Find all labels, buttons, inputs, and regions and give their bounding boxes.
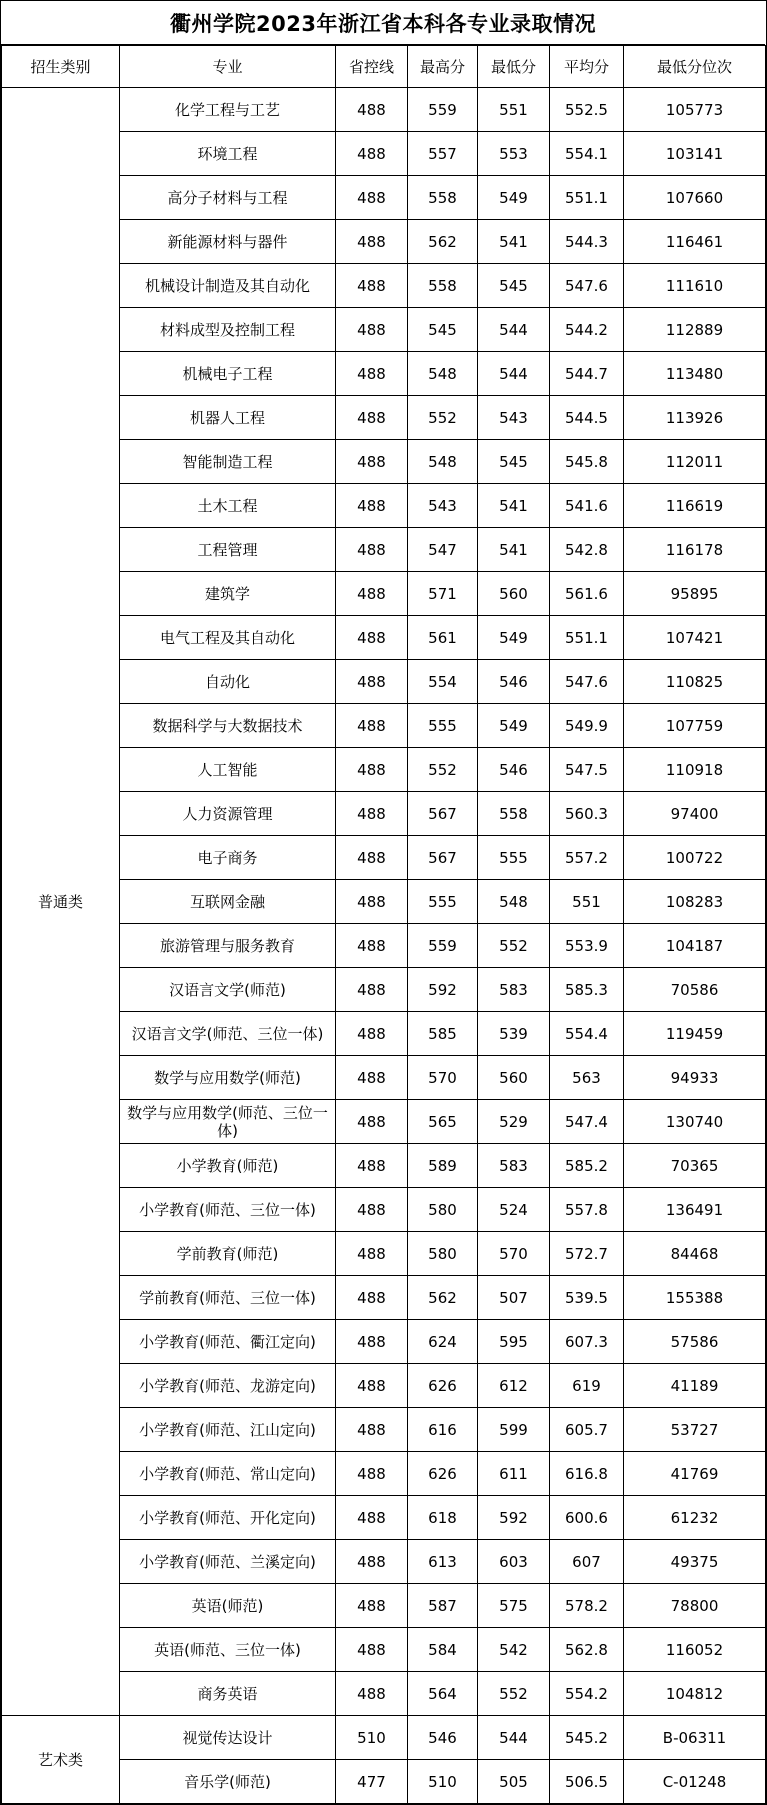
- cell-major: 智能制造工程: [120, 440, 336, 484]
- cell-min-rank: 61232: [624, 1496, 766, 1540]
- cell-max-score: 626: [408, 1452, 478, 1496]
- header-max-score: 最高分: [408, 46, 478, 88]
- cell-max-score: 558: [408, 264, 478, 308]
- table-row: [2, 1716, 766, 1760]
- cell-avg-score: 553.9: [550, 924, 624, 968]
- cell-max-score: 626: [408, 1364, 478, 1408]
- cell-control-line: 488: [336, 1056, 408, 1100]
- cell-min-score: 541: [478, 220, 550, 264]
- cell-max-score: 616: [408, 1408, 478, 1452]
- cell-min-rank: 104187: [624, 924, 766, 968]
- cell-min-score: 603: [478, 1540, 550, 1584]
- cell-control-line: 477: [336, 1760, 408, 1804]
- cell-control-line: 488: [336, 308, 408, 352]
- cell-min-score: 552: [478, 1672, 550, 1716]
- cell-avg-score: 563: [550, 1056, 624, 1100]
- cell-min-rank: 112889: [624, 308, 766, 352]
- cell-avg-score: 607.3: [550, 1320, 624, 1364]
- cell-min-rank: 113926: [624, 396, 766, 440]
- cell-major: 高分子材料与工程: [120, 176, 336, 220]
- cell-avg-score: 542.8: [550, 528, 624, 572]
- cell-control-line: 488: [336, 1320, 408, 1364]
- cell-min-score: 541: [478, 484, 550, 528]
- cell-major: 小学教育(师范、衢江定向): [120, 1320, 336, 1364]
- cell-min-score: 549: [478, 176, 550, 220]
- cell-control-line: 488: [336, 440, 408, 484]
- cell-control-line: 488: [336, 748, 408, 792]
- cell-avg-score: 551: [550, 880, 624, 924]
- cell-control-line: 488: [336, 1584, 408, 1628]
- cell-min-rank: 116461: [624, 220, 766, 264]
- cell-min-score: 583: [478, 968, 550, 1012]
- cell-avg-score: 547.6: [550, 264, 624, 308]
- cell-min-rank: 116178: [624, 528, 766, 572]
- cell-min-rank: 105773: [624, 88, 766, 132]
- cell-min-rank: 111610: [624, 264, 766, 308]
- category-cell: 艺术类: [2, 1716, 120, 1804]
- cell-min-score: 595: [478, 1320, 550, 1364]
- cell-major: 工程管理: [120, 528, 336, 572]
- cell-control-line: 488: [336, 792, 408, 836]
- cell-avg-score: 600.6: [550, 1496, 624, 1540]
- cell-avg-score: 545.8: [550, 440, 624, 484]
- cell-major: 材料成型及控制工程: [120, 308, 336, 352]
- cell-max-score: 557: [408, 132, 478, 176]
- cell-control-line: 488: [336, 1232, 408, 1276]
- cell-min-score: 524: [478, 1188, 550, 1232]
- cell-control-line: 488: [336, 1188, 408, 1232]
- cell-min-score: 558: [478, 792, 550, 836]
- cell-avg-score: 545.2: [550, 1716, 624, 1760]
- cell-min-rank: 49375: [624, 1540, 766, 1584]
- cell-control-line: 488: [336, 1540, 408, 1584]
- cell-min-rank: 130740: [624, 1100, 766, 1144]
- cell-control-line: 488: [336, 132, 408, 176]
- cell-max-score: 592: [408, 968, 478, 1012]
- cell-min-rank: 94933: [624, 1056, 766, 1100]
- cell-min-rank: 84468: [624, 1232, 766, 1276]
- cell-min-score: 549: [478, 616, 550, 660]
- table-row: [2, 88, 766, 132]
- table-body: [2, 88, 766, 1804]
- cell-avg-score: 539.5: [550, 1276, 624, 1320]
- cell-major: 机械设计制造及其自动化: [120, 264, 336, 308]
- cell-max-score: 624: [408, 1320, 478, 1364]
- cell-min-rank: 110825: [624, 660, 766, 704]
- cell-min-score: 505: [478, 1760, 550, 1804]
- cell-major: 小学教育(师范、龙游定向): [120, 1364, 336, 1408]
- cell-control-line: 488: [336, 1144, 408, 1188]
- cell-min-rank: 103141: [624, 132, 766, 176]
- cell-min-score: 560: [478, 1056, 550, 1100]
- cell-avg-score: 506.5: [550, 1760, 624, 1804]
- cell-min-rank: 108283: [624, 880, 766, 924]
- cell-max-score: 585: [408, 1012, 478, 1056]
- cell-avg-score: 547.6: [550, 660, 624, 704]
- cell-max-score: 618: [408, 1496, 478, 1540]
- cell-max-score: 559: [408, 924, 478, 968]
- cell-min-rank: 97400: [624, 792, 766, 836]
- cell-major: 小学教育(师范、开化定向): [120, 1496, 336, 1540]
- cell-min-score: 507: [478, 1276, 550, 1320]
- cell-major: 新能源材料与器件: [120, 220, 336, 264]
- cell-control-line: 488: [336, 1452, 408, 1496]
- cell-min-score: 611: [478, 1452, 550, 1496]
- cell-avg-score: 544.3: [550, 220, 624, 264]
- cell-avg-score: 547.5: [550, 748, 624, 792]
- cell-min-score: 529: [478, 1100, 550, 1144]
- cell-major: 机械电子工程: [120, 352, 336, 396]
- cell-min-rank: 116052: [624, 1628, 766, 1672]
- cell-max-score: 584: [408, 1628, 478, 1672]
- cell-major: 视觉传达设计: [120, 1716, 336, 1760]
- cell-control-line: 488: [336, 528, 408, 572]
- cell-min-score: 544: [478, 1716, 550, 1760]
- cell-max-score: 547: [408, 528, 478, 572]
- cell-major: 数学与应用数学(师范、三位一体): [120, 1100, 336, 1144]
- cell-avg-score: 619: [550, 1364, 624, 1408]
- cell-min-rank: 107759: [624, 704, 766, 748]
- cell-min-score: 599: [478, 1408, 550, 1452]
- cell-major: 英语(师范、三位一体): [120, 1628, 336, 1672]
- cell-min-rank: 70586: [624, 968, 766, 1012]
- cell-min-score: 555: [478, 836, 550, 880]
- cell-min-rank: 70365: [624, 1144, 766, 1188]
- cell-major: 人力资源管理: [120, 792, 336, 836]
- cell-major: 英语(师范): [120, 1584, 336, 1628]
- cell-major: 互联网金融: [120, 880, 336, 924]
- cell-min-rank: 107660: [624, 176, 766, 220]
- cell-min-rank: 155388: [624, 1276, 766, 1320]
- cell-control-line: 488: [336, 616, 408, 660]
- cell-max-score: 580: [408, 1232, 478, 1276]
- cell-max-score: 558: [408, 176, 478, 220]
- cell-major: 小学教育(师范、兰溪定向): [120, 1540, 336, 1584]
- cell-control-line: 488: [336, 396, 408, 440]
- cell-max-score: 546: [408, 1716, 478, 1760]
- header-major: 专业: [120, 46, 336, 88]
- cell-min-rank: 41189: [624, 1364, 766, 1408]
- cell-control-line: 488: [336, 660, 408, 704]
- cell-control-line: 488: [336, 1408, 408, 1452]
- cell-major: 环境工程: [120, 132, 336, 176]
- cell-control-line: 488: [336, 176, 408, 220]
- cell-avg-score: 552.5: [550, 88, 624, 132]
- cell-avg-score: 547.4: [550, 1100, 624, 1144]
- cell-max-score: 613: [408, 1540, 478, 1584]
- cell-avg-score: 560.3: [550, 792, 624, 836]
- header-category: 招生类别: [2, 46, 120, 88]
- cell-avg-score: 549.9: [550, 704, 624, 748]
- cell-min-score: 544: [478, 308, 550, 352]
- cell-avg-score: 557.2: [550, 836, 624, 880]
- cell-avg-score: 562.8: [550, 1628, 624, 1672]
- cell-major: 自动化: [120, 660, 336, 704]
- cell-control-line: 488: [336, 1672, 408, 1716]
- cell-min-rank: 100722: [624, 836, 766, 880]
- cell-major: 机器人工程: [120, 396, 336, 440]
- cell-control-line: 488: [336, 484, 408, 528]
- cell-max-score: 571: [408, 572, 478, 616]
- cell-min-score: 548: [478, 880, 550, 924]
- cell-major: 小学教育(师范): [120, 1144, 336, 1188]
- cell-avg-score: 572.7: [550, 1232, 624, 1276]
- cell-min-score: 612: [478, 1364, 550, 1408]
- cell-avg-score: 544.2: [550, 308, 624, 352]
- cell-avg-score: 557.8: [550, 1188, 624, 1232]
- cell-max-score: 545: [408, 308, 478, 352]
- cell-control-line: 488: [336, 572, 408, 616]
- cell-major: 电气工程及其自动化: [120, 616, 336, 660]
- cell-avg-score: 585.2: [550, 1144, 624, 1188]
- cell-min-rank: 53727: [624, 1408, 766, 1452]
- cell-major: 数学与应用数学(师范): [120, 1056, 336, 1100]
- cell-major: 旅游管理与服务教育: [120, 924, 336, 968]
- cell-control-line: 488: [336, 924, 408, 968]
- cell-major: 人工智能: [120, 748, 336, 792]
- cell-max-score: 565: [408, 1100, 478, 1144]
- cell-major: 数据科学与大数据技术: [120, 704, 336, 748]
- cell-major: 学前教育(师范): [120, 1232, 336, 1276]
- cell-min-score: 545: [478, 264, 550, 308]
- cell-control-line: 488: [336, 1276, 408, 1320]
- cell-min-score: 539: [478, 1012, 550, 1056]
- cell-min-rank: 136491: [624, 1188, 766, 1232]
- cell-major: 小学教育(师范、常山定向): [120, 1452, 336, 1496]
- cell-min-score: 552: [478, 924, 550, 968]
- cell-control-line: 488: [336, 1012, 408, 1056]
- cell-avg-score: 578.2: [550, 1584, 624, 1628]
- cell-max-score: 543: [408, 484, 478, 528]
- cell-min-rank: 113480: [624, 352, 766, 396]
- cell-max-score: 548: [408, 440, 478, 484]
- cell-major: 学前教育(师范、三位一体): [120, 1276, 336, 1320]
- cell-max-score: 570: [408, 1056, 478, 1100]
- cell-avg-score: 561.6: [550, 572, 624, 616]
- category-cell: 普通类: [2, 88, 120, 1716]
- cell-avg-score: 551.1: [550, 616, 624, 660]
- cell-control-line: 488: [336, 264, 408, 308]
- cell-max-score: 564: [408, 1672, 478, 1716]
- cell-avg-score: 605.7: [550, 1408, 624, 1452]
- cell-avg-score: 585.3: [550, 968, 624, 1012]
- cell-major: 小学教育(师范、江山定向): [120, 1408, 336, 1452]
- admission-table: [1, 45, 766, 1804]
- cell-control-line: 488: [336, 220, 408, 264]
- cell-avg-score: 544.5: [550, 396, 624, 440]
- cell-min-rank: B-06311: [624, 1716, 766, 1760]
- cell-min-rank: 110918: [624, 748, 766, 792]
- cell-min-rank: 78800: [624, 1584, 766, 1628]
- cell-min-rank: 112011: [624, 440, 766, 484]
- cell-min-score: 575: [478, 1584, 550, 1628]
- cell-min-rank: 95895: [624, 572, 766, 616]
- cell-control-line: 488: [336, 968, 408, 1012]
- cell-min-rank: 41769: [624, 1452, 766, 1496]
- cell-max-score: 567: [408, 792, 478, 836]
- cell-min-rank: 116619: [624, 484, 766, 528]
- cell-min-rank: 104812: [624, 1672, 766, 1716]
- cell-min-score: 541: [478, 528, 550, 572]
- cell-min-rank: 119459: [624, 1012, 766, 1056]
- cell-min-score: 544: [478, 352, 550, 396]
- cell-avg-score: 544.7: [550, 352, 624, 396]
- cell-min-score: 560: [478, 572, 550, 616]
- cell-min-score: 546: [478, 748, 550, 792]
- cell-control-line: 488: [336, 836, 408, 880]
- cell-max-score: 567: [408, 836, 478, 880]
- header-min-rank: 最低分位次: [624, 46, 766, 88]
- header-control-line: 省控线: [336, 46, 408, 88]
- cell-major: 土木工程: [120, 484, 336, 528]
- cell-max-score: 587: [408, 1584, 478, 1628]
- cell-max-score: 555: [408, 704, 478, 748]
- cell-control-line: 488: [336, 880, 408, 924]
- cell-control-line: 488: [336, 1496, 408, 1540]
- cell-max-score: 589: [408, 1144, 478, 1188]
- cell-min-rank: 107421: [624, 616, 766, 660]
- cell-min-rank: C-01248: [624, 1760, 766, 1804]
- page-title: 衢州学院2023年浙江省本科各专业录取情况: [1, 1, 765, 45]
- cell-control-line: 488: [336, 1100, 408, 1144]
- cell-control-line: 488: [336, 704, 408, 748]
- cell-max-score: 548: [408, 352, 478, 396]
- cell-major: 汉语言文学(师范): [120, 968, 336, 1012]
- cell-min-score: 543: [478, 396, 550, 440]
- cell-max-score: 554: [408, 660, 478, 704]
- cell-min-rank: 57586: [624, 1320, 766, 1364]
- header-min-score: 最低分: [478, 46, 550, 88]
- cell-min-score: 592: [478, 1496, 550, 1540]
- cell-min-score: 551: [478, 88, 550, 132]
- cell-max-score: 580: [408, 1188, 478, 1232]
- cell-major: 汉语言文学(师范、三位一体): [120, 1012, 336, 1056]
- cell-min-score: 553: [478, 132, 550, 176]
- cell-max-score: 555: [408, 880, 478, 924]
- cell-major: 化学工程与工艺: [120, 88, 336, 132]
- cell-min-score: 549: [478, 704, 550, 748]
- cell-min-score: 545: [478, 440, 550, 484]
- cell-max-score: 562: [408, 1276, 478, 1320]
- cell-avg-score: 554.4: [550, 1012, 624, 1056]
- cell-avg-score: 541.6: [550, 484, 624, 528]
- cell-control-line: 488: [336, 352, 408, 396]
- cell-max-score: 562: [408, 220, 478, 264]
- cell-avg-score: 554.2: [550, 1672, 624, 1716]
- cell-avg-score: 551.1: [550, 176, 624, 220]
- cell-control-line: 488: [336, 88, 408, 132]
- cell-avg-score: 554.1: [550, 132, 624, 176]
- cell-control-line: 488: [336, 1628, 408, 1672]
- cell-max-score: 552: [408, 396, 478, 440]
- cell-max-score: 510: [408, 1760, 478, 1804]
- cell-major: 小学教育(师范、三位一体): [120, 1188, 336, 1232]
- cell-avg-score: 607: [550, 1540, 624, 1584]
- cell-major: 建筑学: [120, 572, 336, 616]
- cell-min-score: 583: [478, 1144, 550, 1188]
- cell-max-score: 559: [408, 88, 478, 132]
- cell-major: 商务英语: [120, 1672, 336, 1716]
- cell-max-score: 552: [408, 748, 478, 792]
- cell-control-line: 488: [336, 1364, 408, 1408]
- cell-avg-score: 616.8: [550, 1452, 624, 1496]
- cell-max-score: 561: [408, 616, 478, 660]
- header-row: [2, 46, 766, 88]
- header-avg-score: 平均分: [550, 46, 624, 88]
- cell-major: 电子商务: [120, 836, 336, 880]
- cell-min-score: 570: [478, 1232, 550, 1276]
- cell-min-score: 542: [478, 1628, 550, 1672]
- cell-min-score: 546: [478, 660, 550, 704]
- cell-control-line: 510: [336, 1716, 408, 1760]
- cell-major: 音乐学(师范): [120, 1760, 336, 1804]
